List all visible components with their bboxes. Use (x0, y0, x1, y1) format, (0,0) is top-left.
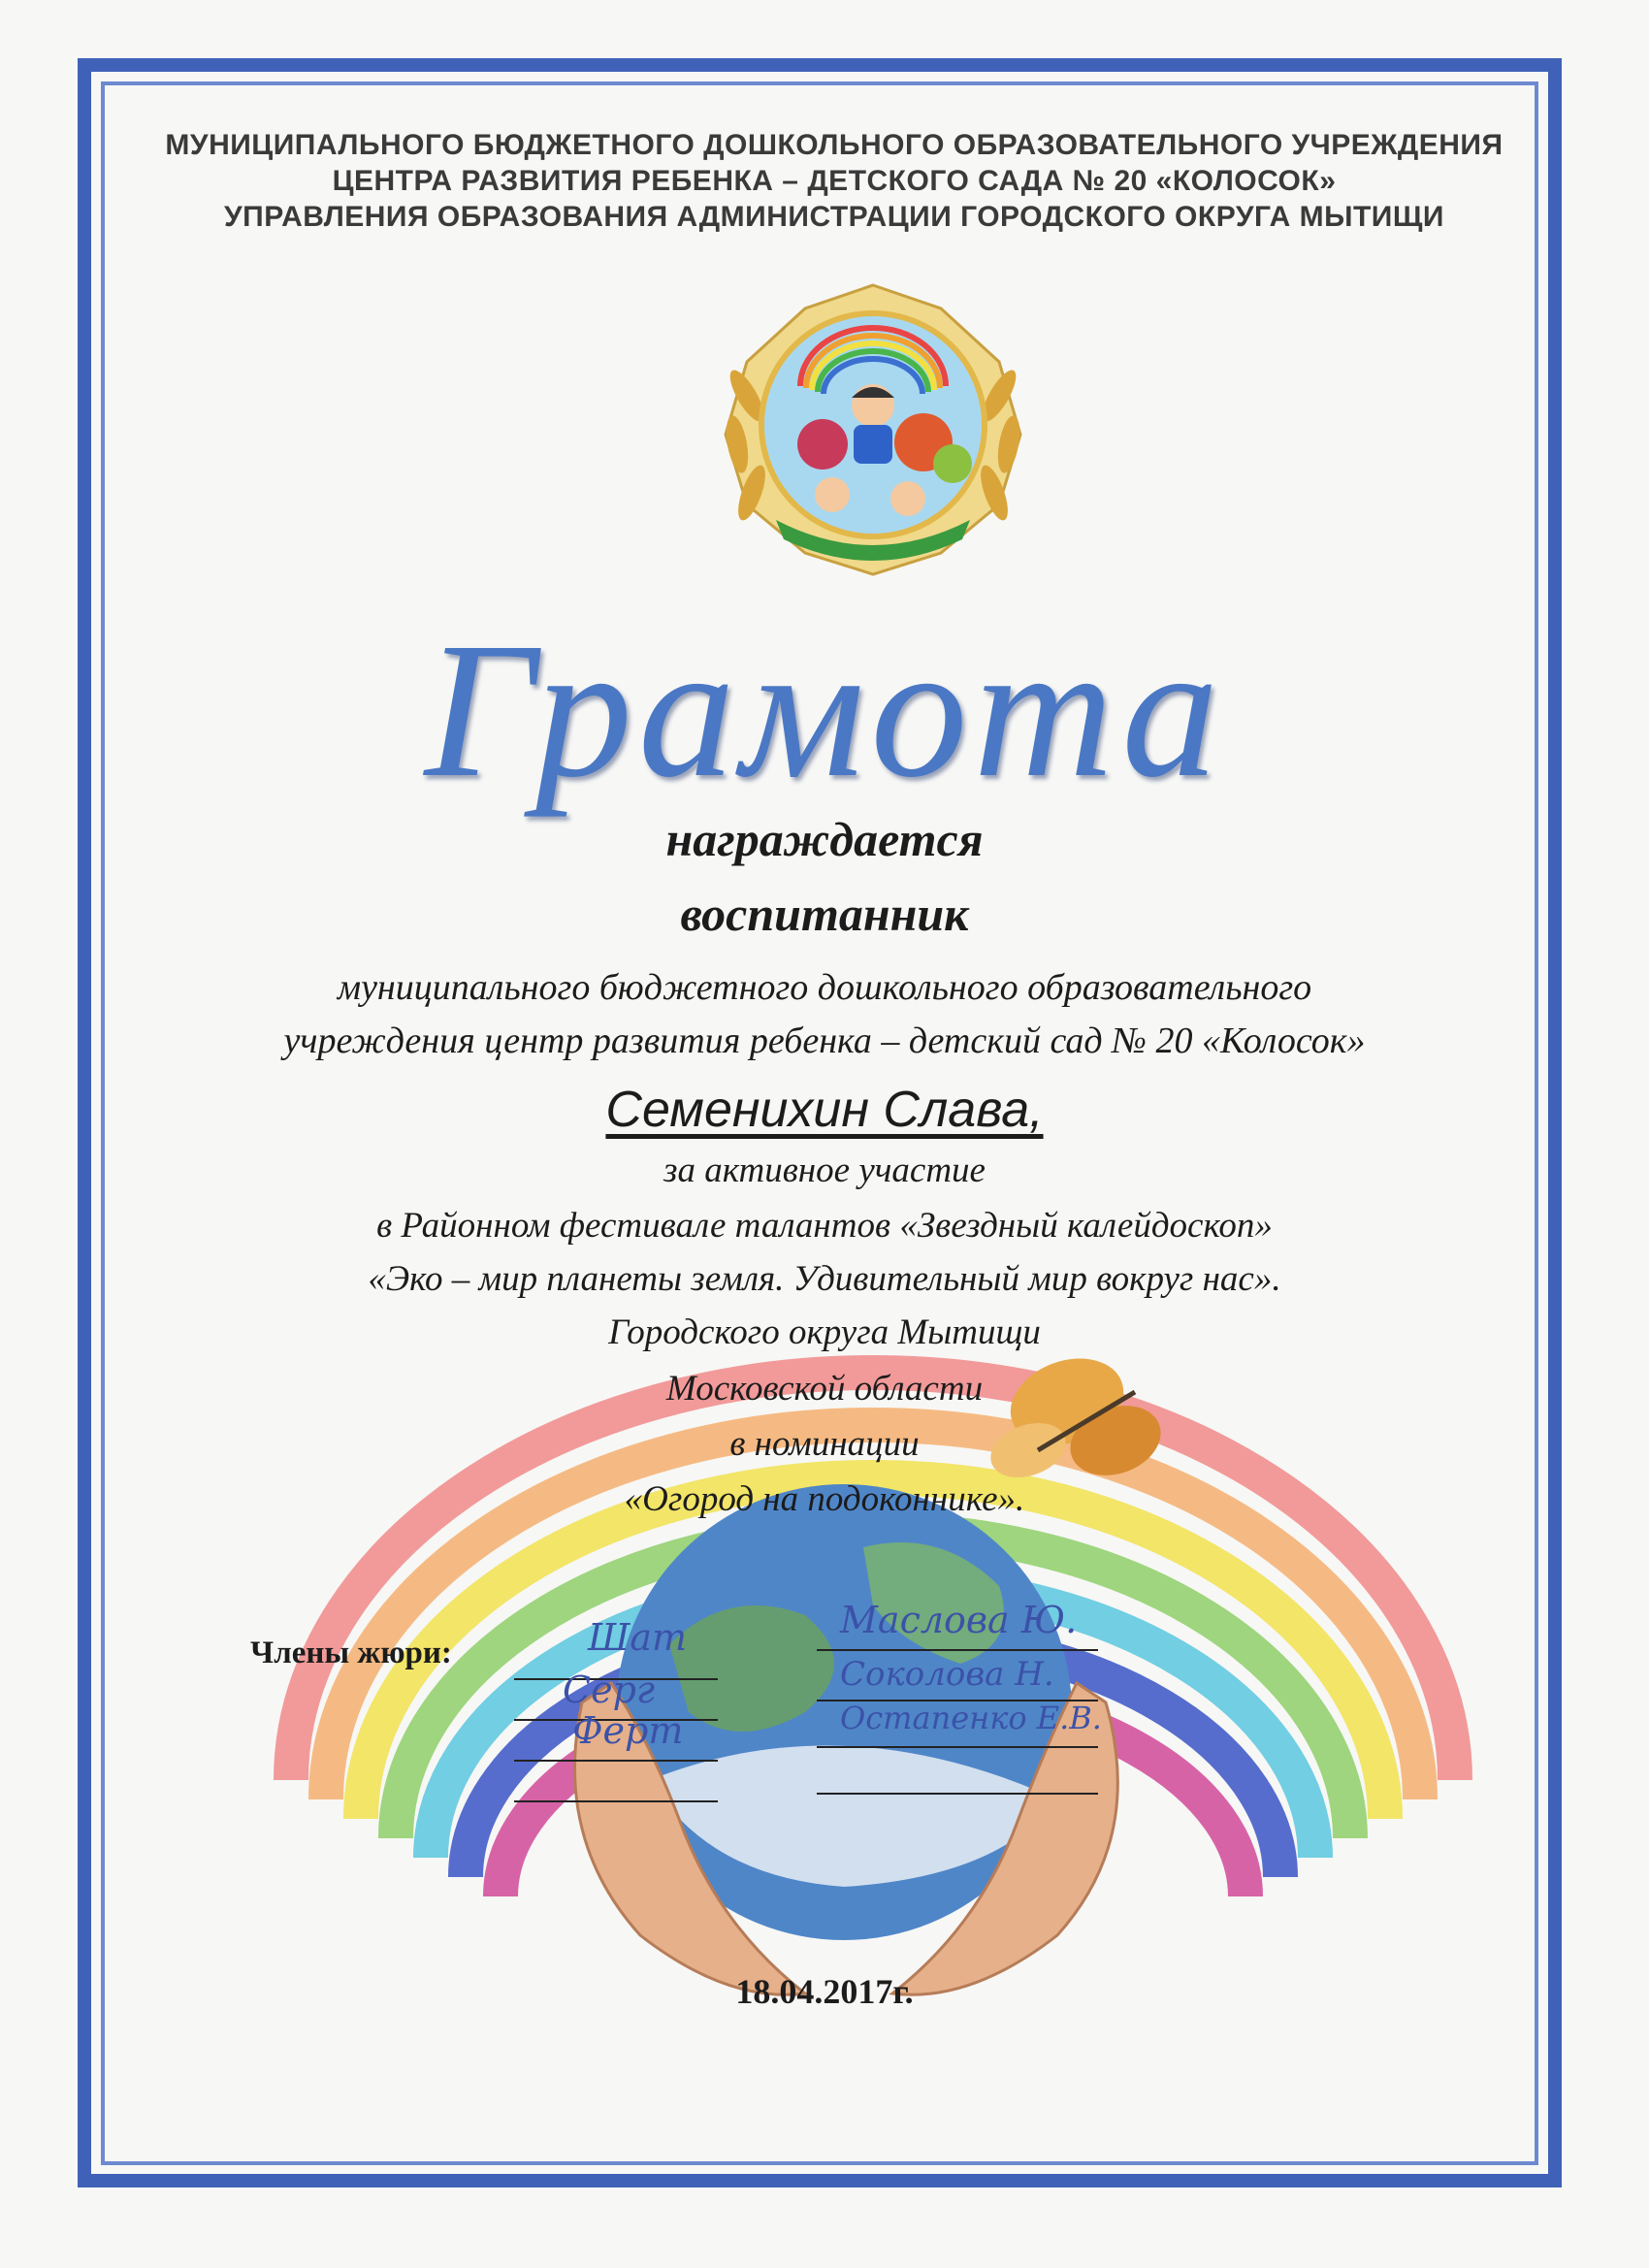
header-line-3: УПРАВЛЕНИЯ ОБРАЗОВАНИЯ АДМИНИСТРАЦИИ ГОРОДСКОГО ОКРУГА МЫТИЩИ (224, 201, 1444, 233)
reason-line-2: в Районном фестивале талантов «Звездный калейдоскоп» (376, 1206, 1273, 1246)
signature-line (514, 1760, 718, 1762)
signature-line (817, 1746, 1098, 1748)
reason-line-3: «Эко – мир планеты земля. Удивительный мир вокруг нас». (368, 1259, 1281, 1299)
fruit-icon (933, 444, 972, 483)
reason-line-6: в номинации (729, 1424, 920, 1464)
header-line-2: ЦЕНТРА РАЗВИТИЯ РЕБЕНКА – ДЕТСКОГО САДА № 20 «КОЛОСОК» (332, 165, 1337, 197)
jury-signature: Серг (563, 1669, 656, 1711)
jury-label: Члены жюри: (250, 1636, 452, 1670)
jury-signature: Остапенко Е.В. (840, 1700, 1102, 1736)
header-line-1: МУНИЦИПАЛЬНОГО БЮДЖЕТНОГО ДОШКОЛЬНОГО ОБРАЗОВАТЕЛЬНОГО УЧРЕЖДЕНИЯ (165, 129, 1504, 161)
reason-line-7: «Огород на подоконнике». (624, 1479, 1025, 1519)
reason-line-4: Городского округа Мытищи (608, 1312, 1041, 1352)
jury-signature: Соколова Н. (840, 1655, 1054, 1694)
signature-line (817, 1649, 1098, 1651)
recipient-name: Семенихин Слава, (605, 1082, 1044, 1138)
jury-signature: Шат (588, 1616, 688, 1659)
reason-line-1: за активное участие (663, 1150, 986, 1190)
org-line-1: муниципального бюджетного дошкольного образовательного (337, 967, 1312, 1008)
jury-signature: Ферт (572, 1709, 684, 1752)
signature-line (817, 1793, 1098, 1795)
pupil-text: воспитанник (680, 887, 969, 941)
jury-signature: Маслова Ю. (840, 1599, 1078, 1641)
certificate-date: 18.04.2017г. (735, 1972, 914, 2011)
signature-line (514, 1800, 718, 1802)
org-line-2: учреждения центр развития ребенка – детский сад № 20 «Колосок» (283, 1021, 1366, 1061)
fruit-icon (797, 419, 848, 470)
kindergarten-emblem (708, 279, 1038, 580)
certificate-title: Грамота (424, 603, 1225, 818)
awarded-text: награждается (665, 812, 984, 866)
reason-line-5: Московской области (665, 1369, 984, 1409)
